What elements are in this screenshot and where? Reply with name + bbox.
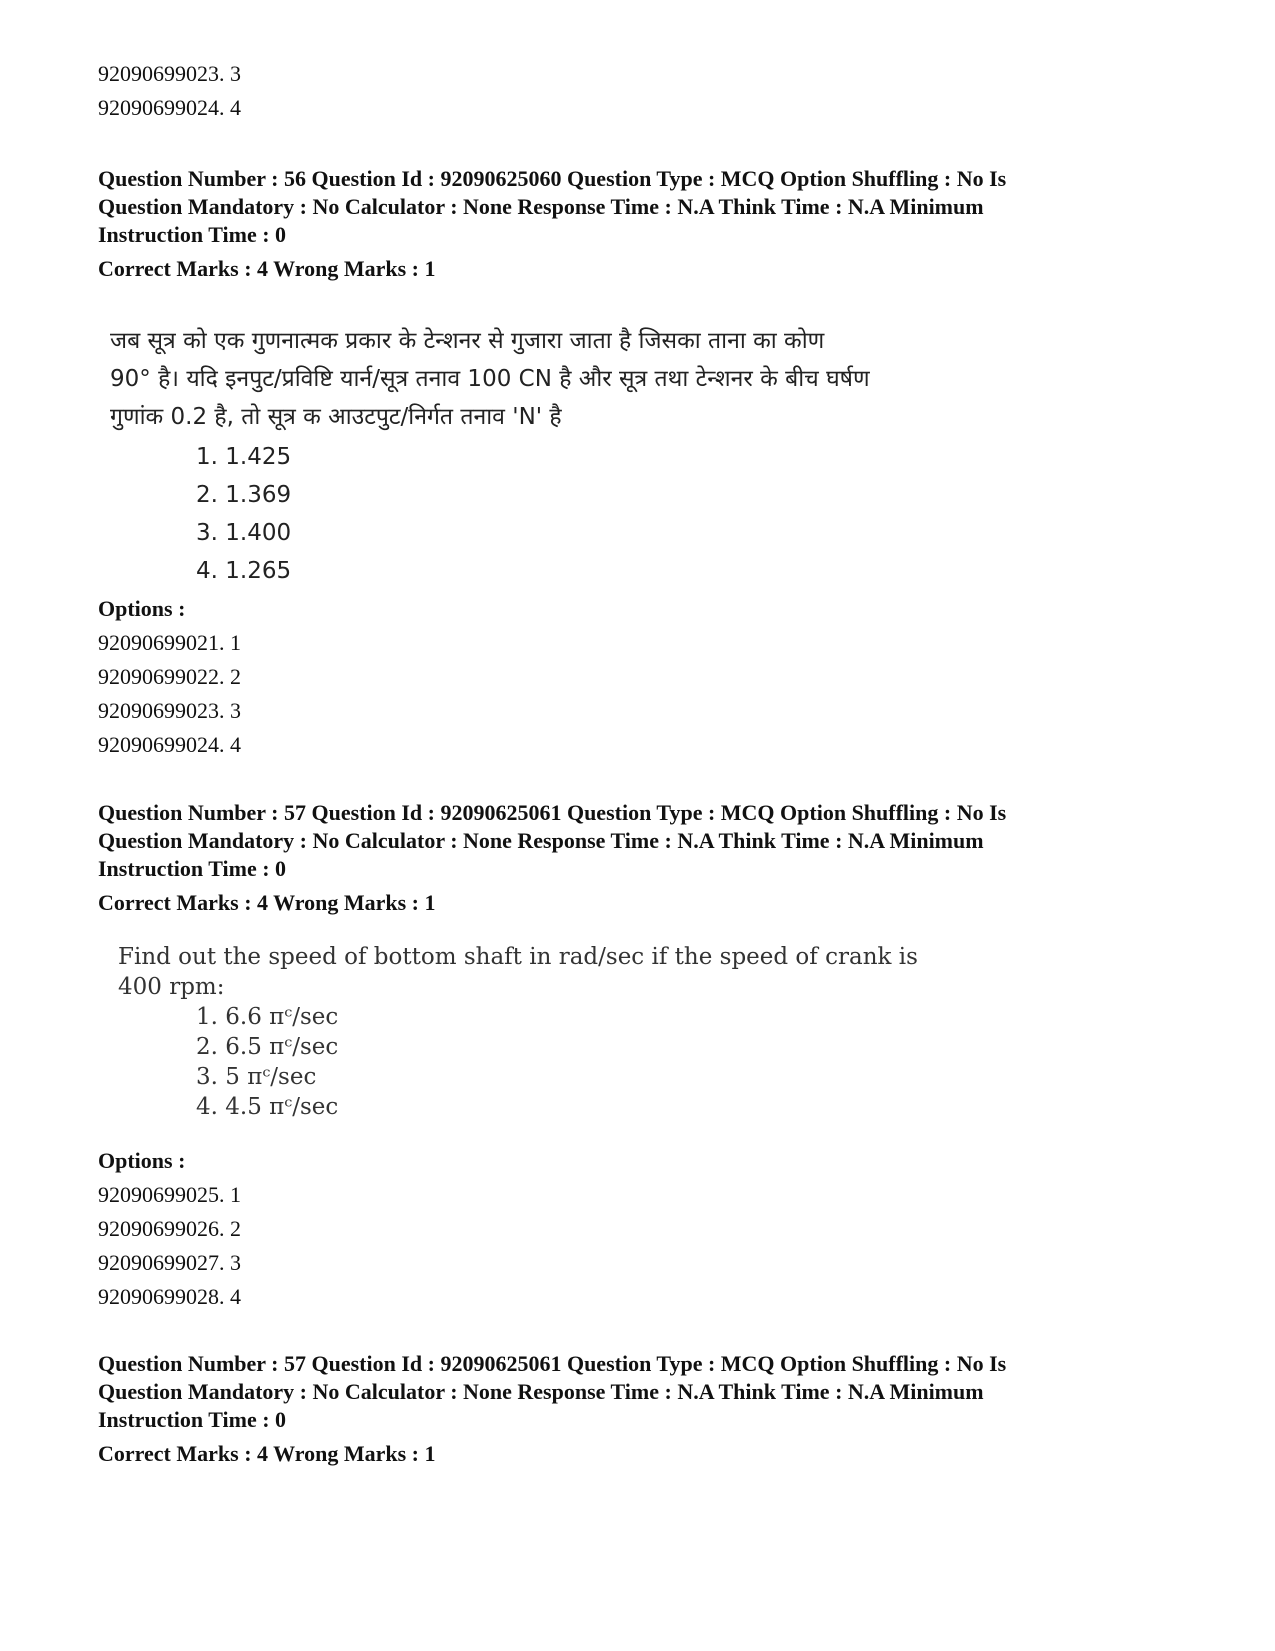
options-title: Options : (98, 596, 186, 621)
option-row: 92090699027. 3 (98, 1250, 241, 1275)
question-meta-line: Question Number : 57 Question Id : 92090625061 Question Type : MCQ Option Shuffling : No Is (98, 1351, 1007, 1376)
answer-choice: 3. 5 πᶜ/sec (196, 1064, 317, 1090)
answer-choice: 1. 6.6 πᶜ/sec (196, 1004, 339, 1030)
question-meta-line: Instruction Time : 0 (98, 222, 287, 247)
answer-choice: 4. 4.5 πᶜ/sec (196, 1094, 339, 1120)
answer-choice: 4. 1.265 (196, 558, 292, 584)
question-meta-line: Instruction Time : 0 (98, 856, 287, 881)
previous-question-options (98, 57, 241, 125)
question-meta-line: Question Mandatory : No Calculator : None Response Time : N.A Think Time : N.A Minimum (98, 1379, 984, 1404)
question-57-repeat-header (98, 1350, 1178, 1468)
option-row: 92090699028. 4 (98, 1284, 241, 1309)
option-row: 92090699024. 4 (98, 732, 241, 757)
answer-choice: 2. 1.369 (196, 482, 292, 508)
question-meta-line: Question Number : 57 Question Id : 92090625061 Question Type : MCQ Option Shuffling : No Is (98, 800, 1007, 825)
option-row: 92090699023. 3 (98, 61, 241, 86)
options-title: Options : (98, 1148, 186, 1173)
option-row: 92090699021. 1 (98, 630, 241, 655)
question-meta-line: Question Number : 56 Question Id : 92090625060 Question Type : MCQ Option Shuffling : No Is (98, 166, 1007, 191)
answer-choice: 1. 1.425 (196, 444, 292, 470)
answer-choices (118, 1002, 938, 1122)
stem-line: 90° है। यदि इनपुट/प्रविष्टि यार्न/सूत्र तनाव 100 CN है और सूत्र तथा टेन्शनर के बीच घर्षण (110, 366, 870, 392)
option-row: 92090699022. 2 (98, 664, 241, 689)
stem-line: 400 rpm: (118, 974, 225, 1000)
answer-choice: 2. 6.5 πᶜ/sec (196, 1034, 339, 1060)
question-56-options (98, 592, 241, 762)
marks-line: Correct Marks : 4 Wrong Marks : 1 (98, 256, 436, 281)
question-57-stem (118, 942, 938, 1122)
answer-choice: 3. 1.400 (196, 520, 292, 546)
marks-line: Correct Marks : 4 Wrong Marks : 1 (98, 890, 436, 915)
question-56-header (98, 165, 1178, 283)
option-row: 92090699025. 1 (98, 1182, 241, 1207)
question-57-options (98, 1144, 241, 1314)
question-56-stem (110, 322, 1010, 590)
question-meta-line: Question Mandatory : No Calculator : None Response Time : N.A Think Time : N.A Minimum (98, 828, 984, 853)
stem-line: गुणांक 0.2 है, तो सूत्र क आउटपुट/निर्गत तनाव 'N' है (110, 404, 562, 430)
answer-choices (110, 438, 1010, 590)
marks-line: Correct Marks : 4 Wrong Marks : 1 (98, 1441, 436, 1466)
option-row: 92090699023. 3 (98, 698, 241, 723)
option-row: 92090699024. 4 (98, 95, 241, 120)
question-57-header (98, 799, 1178, 917)
question-meta-line: Instruction Time : 0 (98, 1407, 287, 1432)
option-row: 92090699026. 2 (98, 1216, 241, 1241)
stem-line: जब सूत्र को एक गुणनात्मक प्रकार के टेन्शनर से गुजारा जाता है जिसका ताना का कोण (110, 328, 825, 354)
stem-line: Find out the speed of bottom shaft in rad/sec if the speed of crank is (118, 944, 918, 970)
question-meta-line: Question Mandatory : No Calculator : None Response Time : N.A Think Time : N.A Minimum (98, 194, 984, 219)
